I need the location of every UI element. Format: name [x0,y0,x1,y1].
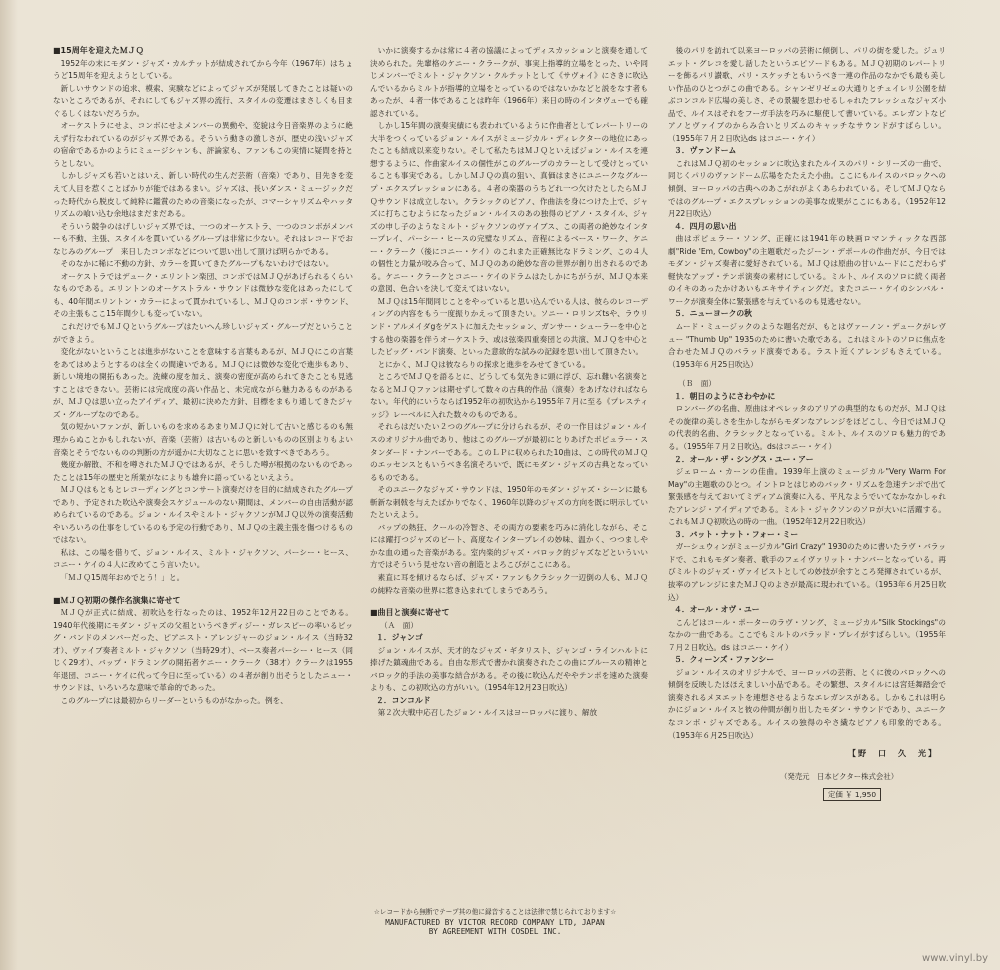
manufacturer-line: MANUFACTURED BY VICTOR RECORD COMPANY LTD, JAPAN [385,917,605,927]
paragraph: ところでＭＪＱを語るとに、どうしても気先きに頭に浮び、忘れ難い名演奏となるとＭＪＱファンは期せずして数々の古典的作品（演奏）をあげなければならない。年代的にいうならば1952年の初吹込から1955年７月に至る《プレスティッジ》レーベルに入れた数々のものである。 [370,372,648,419]
track-title: ２．オール・ザ・シングス・ユー・アー [674,454,814,464]
paragraph: これだけでもＭＪＱというグループはたいへん珍しいジャズ・グループだということができよう。 [53,322,353,344]
paragraph: そのなかに稀に不動の方針、カラーを貫いてきたグループもないわけではない。 [60,259,334,269]
paragraph: そういう競争のはげしいジャズ界では、一つのオーケストラ、一つのコンボがメンバーも不動、主張、スタイルを貫いているグループは非常に少ない。それはレコードでおなじみのグループ 来日したコンボなどについて思い出して頂けば明らかである。 [53,221,353,256]
paragraph: これはＭＪＱ初のセッションに吹込まれたルイスのパリ・シリーズの一曲で、同じくパリのヴァンドーム広場をたたえた小曲。ここにもルイスのバロックへの傾倒、ヨーロッパの古典へのあこがれがよくあらわれている。そしてＭＪＱならではのグループ・エクスプレッションの美事な成果がここにもある。（1952年12月22日吹込） [668,158,946,219]
paragraph: 1952年の末にモダン・ジャズ・カルテットが結成されてから今年（1967年）はちょうど15周年を迎えようとしている。 [53,58,353,81]
watermark: www.vinyl.by [922,953,988,964]
paragraph: しかしジャズも若いとはいえ、新しい時代の生んだ芸術（音楽）であり、目先きを変えて人目を惹くことばかりが能ではあるまい。ジャズは、長いダンス・ミュージックだった時代から脱皮して純粋に鑑賞のための音楽になったが、コマーシャリズムやハッタリズムの喰い込む余地はまだまだある。 [53,171,353,219]
paragraph: 気の短かいファンが、新しいものを求めるあまりＭＪＱに対して古いと感じるのも無理からぬことかもしれないが、音楽（芸術）は古いものと新しいものの区別よりもよい音楽とそうでないものの判断の方が遥かに大切なことに思いを致すべきであろう。 [53,422,353,457]
paragraph: ＭＪＱはもともとレコーディングとコンサート演奏だけを目的に結成されたグループであり、予定された吹込や演奏会スケジュールのない期間は、メンバーの自由活動が認められているのである。ジョン・ルイスやミルト・ジャクソンがＭＪＱ以外の演奏活動やいろいろの仕事をしているのも予定の行動であり、ＭＪＱの主義主張を傷つけるものではない。 [53,485,353,545]
paragraph: ジョン・ルイスのオリジナルで、ヨーロッパの芸術、とくに彼のバロックへの傾倒を反映したほほえましい小品である。その繁想、スタイルには宮廷舞踏会で演奏されるメヌエットを連想させるようなエレガンスがある。しかもこれは明らかにジョン・ルイスと彼の仲間が創り出したモダン・サウンドであり、ユニークなコンボ・ジャズである。ルイスの独得のやさ繊なピアノも印象的である。（1953年６月25日吹込） [668,667,946,740]
copyright-note: ☆レコードから無断でテープ其の他に録音することは法律で禁じられております☆ [373,908,617,916]
track-title: ４．四月の思い出 [674,221,737,231]
paragraph: ＭＪＱが正式に結成、初吹込を行なったのは、1952年12月22日のことである。1940年代後期にモダン・ジャズの父祖というべきディジー・ガレスピーの率いるビッグ・バンドのメンバーだった、ピアニスト・アレンジャーのジョン・ルイス（当時32才）、ヴァイブ奏者ミルト・ジャクソン（当時29才）、ベース奏者パーシー・ヒース（同じく29才）、バップ・ドラミングの開拓者ケニー・クラーク（38才）クラークは1955年退団、コニー・ケイに代って今日に至っている）の４者が創り出そうとしたニュー・サウンドは、いろいろな意味で革命的であった。 [53,608,353,693]
paragraph: そのユニークなジャズ・サウンドは、1950年のモダン・ジャズ・シーンに最も斬新な刺戟を与えたばかりでなく、1960年以降のジャズの方向を既に明示していたといえよう。 [370,485,648,520]
paragraph: 第２次大戦中応召したジョン・ルイスはヨーロッパに渡り、解放 [377,708,598,718]
paragraph: いかに演奏するかは常に４者の協議によってディスカッションと演奏を通して決められた。先輩格のケニー・クラークが、事実上指導的立場をとった、いや同じメンバーでミルト・ジャクソン・クルテットとして《サヴォイ》にさきに吹込んでいるからミルトが指導的立場をとっているのではないかなどと説をなす者もあったが、４者一体であることは昨年（1966年）来日の時のインタヴューでも確認されている。 [370,46,648,118]
manufacturer-footer [345,908,645,937]
liner-notes-column-3 [668,45,946,802]
liner-notes-column-2 [370,45,648,720]
paragraph: オーケストラにせよ、コンボにせよメンバーの異動や、変貌は今日音楽界のように絶えず行なわれているのがジャズ界である。そういう動きの激しさが、歴史の浅いジャズの宿命であるかのようにミュージシャンも、評論家も、ファンもこの実情に疑問を持とうとしない。 [53,121,353,168]
track-title: ５．クィーンズ・ファンシー [674,655,774,665]
sleeve-fold-shadow [0,0,18,970]
track-title: ５．ニューヨークの秋 [674,309,752,319]
paragraph: 新しいサウンドの追求、模索、実験などによってジャズが発展してきたことは疑いのないところであるが、それにしてもジャズ界の流行、スタイルの変遷はまさしくも目まぐるしくはないだろうか。 [53,83,353,118]
paragraph: とにかく、ＭＪＱは彼ならりの探求と進歩をみせてきている。 [377,359,591,369]
paragraph: ロンバーグの名曲、原曲はオペレッタのアリアの典型的なものだが、ＭＪＱはその旋律の美しさを生かしながらモダンなアレンジをほどこし、今日ではＭＪＱの代表的名曲、クラシックとなっている。ミルト、ルイスのソロも魅力的である。（1955年７月２日吹込。dsはコニー・ケイ） [668,404,946,451]
side-label: （Ａ 面） [380,620,418,630]
paragraph: 変化がないということは進歩がないことを意味する言葉もあるが、ＭＪＱにこの言葉をあてはめようとするのは全くの間違いである。ＭＪＱには微妙な変化で進歩もあり、新しい境地の開拓もあった。洗練の度を加え、演奏の密度が高められてきたことも見逃すことはできない。芸術には完成度の高い作品と、未完成ながら魅力あるものがあるが、ＭＪＱは思い立ったアイディア、最初に決めた方針、目標をまもり通してきたジャズ・グループなのである。 [53,347,353,419]
agreement-line: BY AGREEMENT WITH COSDEL INC. [428,927,562,936]
paragraph: 私は、この場を借りて、ジョン・ルイス、ミルト・ジャクソン、パーシー・ヒース、コニー・ケイの４人に改めてこう言いたい。 [53,547,353,570]
paragraph: ムード・ミュージックのような題名だが、もとはヴァーノン・デュークがレヴュー "Thumb Up" 1935のために書いた歌である。これはミルトのソロに焦点を合わせたＭＪＱのバラッド演奏である。ラスト近くアレンジもさえている。（1953年６月25日吹込） [668,322,946,369]
publisher-line: （発売元 日本ビクター株式会社） [780,771,899,781]
side-label: （Ｂ 面） [678,379,716,389]
paragraph: 幾度か解散、不和を噂されたＭＪＱではあるが、そうした噂が根拠のないものであったことは15年の歴史と所業がなによりも雄弁に語っているといえよう。 [53,460,353,482]
author-credit: 【野 口 久 光】 [848,749,938,759]
track-title: ２．コンコルド [376,695,431,705]
paragraph: 素直に耳を傾けるならば、ジャズ・ファンもクラシック一辺倒の人も、ＭＪＱの純粋な音楽の世界に惹き込まれてしまうであろう。 [370,572,648,595]
section-heading: ■ＭＪＱ初期の傑作名演集に寄せて [53,595,181,605]
section-heading: ■15周年を迎えたＭＪＱ [53,46,144,55]
track-title: ４．オール・オヴ・ユー [674,605,760,615]
paragraph: それらはだいたい２つのグループに分けられるが、その一作目はジョン・ルイスのオリジナル曲であり、他はこのグループが最初にとりあげたポピュラー・スタンダード・ナンバーである。このＬＰに収められた10曲は、この時代のＭＪＱのエッセンスともいうべき名演そろいで、既にモダン・ジャズの古典となっているものである。 [370,422,648,482]
paragraph: 「ＭＪＱ15周年おめでとう！」と。 [60,572,185,582]
paragraph: ガーシュウィンがミュージカル"Girl Crazy" 1930のために書いたラヴ・バラッドで、これもモダン奏者、歌手のフェイヴァリット・ナンバーとなっている。再びミルトのジャズ・ヴァイビストとしての妙技が余すところ発揮されているが、抜率のアレンジにまたＭＪＱのよさが最高に現われている。（1953年６月25日吹込） [668,542,946,602]
paragraph: こんどはコール・ポーターのラヴ・ソング、ミュージカル"Silk Stockings"のなかの一曲である。ここでもミルトのバラッド・プレイがすばらしい。（1955年７月２日吹込。ds はコニー・ケイ） [668,617,946,652]
price-box: 定価 ￥ 1,950 [823,788,881,801]
paragraph: ＭＪＱは15年間同じことをやっていると思い込んでいる人は、彼らのレコーディングの内容をもう一度振りかえって頂きたい。ソニー・ロリンズtsや、ラウリンド・アルメイダgをゲストに加えたセッション、ガンサー・シューラーを中心とする他の楽器を伴うオーケストラ、或は弦楽四重奏団との共演、ＭＪＱを中心としたビッグ・バンド演奏、といった意欲的な試みの記録を思い出して頂きたい。 [370,296,648,357]
spacer [668,371,946,378]
paragraph: このグループには最初からリーダーというものがなかった。例を、 [60,695,288,705]
paragraph: 曲はポピュラー・ソング、正確には1941年の映画ロマンティックな西部劇"Ride 'Em, Cowboy"の主題歌だったジーン・デポールの作曲だが、今日ではモダン・ジャズ奏者に愛好されている。ＭＪＱは原曲の甘いムードにこだわらず軽快なアップ・テンポ演奏の素材にしている。ミルト、ルイスのソロに続く両者のイキのあったかけあいもエキサイティングだ。またコニー・ケイのシンバル・ワークが演奏全体に緊張感を与えているのも見逃せない。 [668,234,946,306]
section-heading: ■曲目と演奏に寄せて [370,608,450,618]
liner-notes-column-1 [53,45,353,707]
paragraph: バップの熱狂、クールの冷智さ、その両方の要素を巧みに消化しながら、そこには躍打つジャズのビート、高度なインタープレイの妙味、温かく、つつましやかな血の通った音楽がある。室内楽的ジャズ・バロック的ジャズなどといういい方ではそういう見せない音の創造とよろこびがここにある。 [370,522,648,570]
paragraph: しかし15年間の演奏実績にも表われているように作曲者としてレパートリーの大半をつくっているジョン・ルイスがミュージカル・ディレクターの地位にあったことも結成以来変りない。そして私たちはＭＪＱといえばジョン・ルイスを連想するように、作曲家ルイスの個性がこのグループのカラーとして受けとっていることも事実である。しかしＭＪＱの真の狙い、真価はまさにユニークなグループ・エクスプレッションにある。４者の楽器のうちどれ一つ欠けたとしたらＭＪＱサウンドは成立しない。クラシックのピアノ、作曲法を身につけた上で、ジャズに打ちこむようになったジョン・ルイスのあの独得のピアノ・スタイル、ジャズの申し子のようなミルト・ジャクソンのヴァイブス、この両者の絶妙なインタープレイ、パーシー・ヒースの完璧なリズム、音程によるベース・ワーク、ケニー・クラーク（後にコニー・ケイ）のこれまた正確無比なドラミング、この４人の個性と力量が咬み合って、ＭＪＱのあの絶妙な音の世界が創り出されるのである。ケニー・クラークとコニー・ケイのドラムはたしかにちがうが、ＭＪＱ本来の意図、色合いを決して変えてはいない。 [370,121,648,294]
track-title: １．朝日のようにさわやかに [674,391,776,401]
paragraph: オーケストラではデューク・エリントン楽団、コンボではＭＪＱがあげられるくらいなものである。エリントンのオーケストラル・サウンドは微妙な変化はあったにしても、40年間エリントン・カラーによって貫かれているし、ＭＪＱのコンボ・サウンド、その主張もここ15年間少しも変っていない。 [53,271,353,319]
paragraph: 後のパリを訪れて以来ヨーロッパの芸術に傾倒し、パリの街を愛した。ジュリエット・グレコを愛し話したというエピソードもある。ＭＪＱ初期のレパートリーを飾るパリ讃歌、パリ・スケッチともいうべき一連の作品のなかでも最も美しい作品のひとつがこの曲である。シャンゼリゼェの大通りとチュイレリ公園を結ぶコンコルド広場の美しさ、その景観を思わせるしゃれたフレッシュなジャズ小品で、ルイスはそれをフーガ手法を巧みに駆使して書いている。エレガントなピアノとヴァイブのからみ合いとリズムのキャッチなサウンドがすばらしい。（1955年７月２日吹込ds はコニー・ケイ） [668,46,946,143]
track-title: １．ジャンゴ [376,633,423,643]
track-title: ３．バット・ナット・フォー・ミー [674,529,799,539]
track-title: ３．ヴァンドーム [674,146,737,156]
paragraph: ジョン・ルイスが、天才的なジャズ・ギタリスト、ジャンゴ・ラインハルトに捧げた鎮魂曲である。自由な形式で書かれ演奏されたこの曲にブルースの精神とバロック的手法の美事な結合がある。その後に吹込んだややテンポを速めた演奏よりも、この初吹込の方がいい。（1954年12月23日吹込） [370,645,648,693]
paragraph: ジェローム・カーンの佳曲。1939年上演のミュージカル"Very Warm For May"の主題歌のひとつ。イントロとはじめのバック・リズムを急速テンポで出て緊張感を与えておいてミディアム演奏に入る、平凡なようでいてなかなかしゃれたアレンジ・アイディアである。ミルト・ジャクソンのソロが大いに活躍する。これもＭＪＱ初吹込の時の一曲。（1952年12月22日吹込） [668,467,946,527]
